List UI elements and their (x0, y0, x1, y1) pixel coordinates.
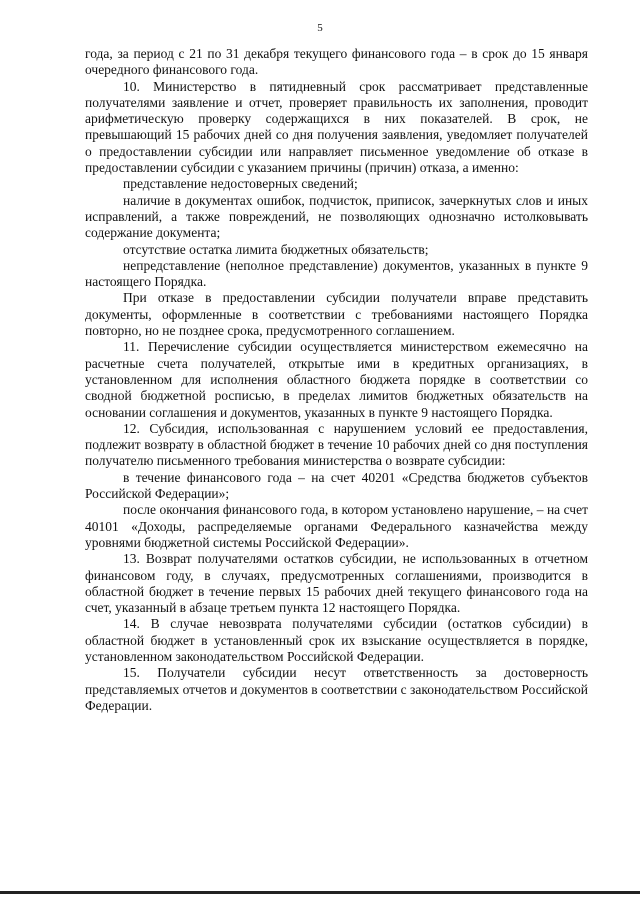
document-body (85, 46, 588, 714)
paragraph-item-15: 15. Получатели субсидии несут ответственность за достоверность представляемых отчетов и документов в соответствии с законодательством Российской Федерации. (85, 665, 588, 713)
scan-bottom-edge (0, 891, 640, 894)
paragraph-item-13: 13. Возврат получателями остатков субсидии, не использованных в отчетном финансовом году, в случаях, предусмотренных соглашениями, производится в областной бюджет в течение первых 15 рабочих дней текущего финансового года на счет, указанный в абзаце третьем пункта 12 настоящего Порядка. (85, 551, 588, 616)
paragraph-resubmission: При отказе в предоставлении субсидии получатели вправе представить документы, оформленные в соответствии с требованиями настоящего Порядка повторно, но не позднее срока, предусмотренного соглашением. (85, 290, 588, 339)
paragraph-reason-2: наличие в документах ошибок, подчисток, приписок, зачеркнутых слов и иных исправлений, а также повреждений, не позволяющих однозначно истолковывать содержание документа; (85, 192, 588, 241)
paragraph-item-12-account-2: после окончания финансового года, в котором установлено нарушение, – на счет 40101 «Доходы, распределяемые органами Федерального казначейства между уровнями бюджетной системы Российской Федерации». (85, 502, 588, 550)
paragraph-item-14: 14. В случае невозврата получателями субсидии (остатков субсидии) в областной бюджет в установленный срок их взыскание осуществляется в порядке, установленном законодательством Российской Федерации. (85, 616, 588, 664)
paragraph-item-11: 11. Перечисление субсидии осуществляется министерством ежемесячно на расчетные счета получателей, открытые ими в кредитных организациях, в установленном для исполнения областного бюджета порядке в соответствии со сводной бюджетной росписью, в пределах лимитов бюджетных обязательств на основании соглашения и документов, указанных в пункте 9 настоящего Порядка. (85, 339, 588, 420)
paragraph-item-12-account-1: в течение финансового года – на счет 40201 «Средства бюджетов субъектов Российской Федерации»; (85, 469, 588, 502)
paragraph-continuation: года, за период с 21 по 31 декабря текущего финансового года – в срок до 15 января очередного финансового года. (85, 46, 588, 78)
paragraph-reason-3: отсутствие остатка лимита бюджетных обязательств; (123, 241, 429, 257)
paragraph-reason-1: представление недостоверных сведений; (123, 176, 358, 192)
paragraph-reason-4: непредставление (неполное представление) документов, указанных в пункте 9 настоящего Порядка. (85, 257, 588, 290)
paragraph-item-10: 10. Министерство в пятидневный срок рассматривает представленные получателями заявление и отчет, проверяет правильность их заполнения, проводит арифметическую проверку содержащихся в них показателей. В срок, не превышающий 15 рабочих дней со дня получения заявления, уведомляет получателей о предоставлении субсидии или направляет письменное уведомление об отказе в предоставлении субсидии с указанием причины (причин) отказа, а именно: (85, 78, 588, 176)
page-number: 5 (317, 22, 323, 34)
paragraph-item-12: 12. Субсидия, использованная с нарушением условий ее предоставления, подлежит возврату в областной бюджет в течение 10 рабочих дней со дня поступления получателю письменного требования министерства о возврате субсидии: (85, 420, 588, 469)
